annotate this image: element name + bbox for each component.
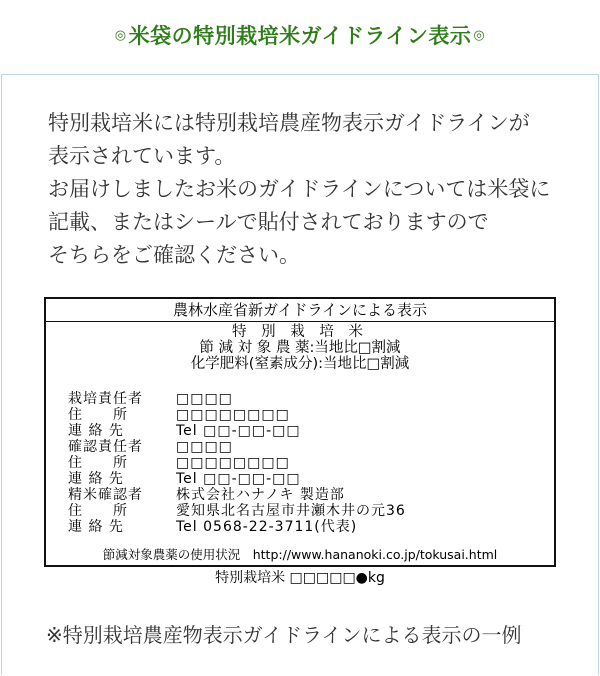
field-row [68,519,406,535]
page-title: 米袋の特別栽培米ガイドライン表示 [128,24,472,48]
field-key: 住 所 [68,503,128,519]
product-name: 特 別 栽 培 米 [232,324,368,340]
field-key: 住 所 [68,455,128,471]
field-key: 連 絡 先 [68,423,124,439]
pesticide-usage-link: 節減対象農薬の使用状況 http://www.hananoki.co.jp/tokusai.html [102,547,498,562]
field-key: 精米確認者 [68,487,143,503]
intro-text [48,107,568,272]
fertilizer-line: 化学肥料(窒素成分):当地比□割減 [190,356,410,372]
field-value: Tel □□-□□-□□ [176,471,301,487]
double-circle-icon: ◎ [114,27,127,43]
field-value: Tel 0568-22-3711(代表) [176,519,358,535]
responsible-party-list [68,391,406,535]
example-caption: ※特別栽培農産物表示ガイドラインによる表示の一例 [46,623,522,647]
field-value: □□□□ [176,439,233,455]
page-header [0,0,600,70]
field-key: 栽培責任者 [68,391,143,407]
field-row [68,503,406,519]
intro-line: 特別栽培米には特別栽培農産物表示ガイドラインが [48,111,530,135]
field-key: 連 絡 先 [68,519,124,535]
intro-line: そちらをご確認ください。 [48,243,300,267]
guideline-label-sample [44,297,556,567]
double-circle-icon: ◎ [473,27,486,43]
field-row [68,391,406,407]
field-key: 確認責任者 [68,439,143,455]
label-title: 農林水産省新ガイドラインによる表示 [46,299,554,322]
field-value: □□□□□□□□ [176,407,290,423]
field-row [68,471,406,487]
field-row [68,487,406,503]
field-value: □□□□ [176,391,233,407]
field-key: 住 所 [68,407,128,423]
field-value: □□□□□□□□ [176,455,290,471]
pesticide-line: 節 減 対 象 農 薬:当地比□割減 [199,340,401,356]
weight-line: 特別栽培米 □□□□□●kg [215,570,385,586]
field-row [68,439,406,455]
field-value: Tel □□-□□-□□ [176,423,301,439]
intro-line: 表示されています。 [48,144,236,168]
intro-line: 記載、またはシールで貼付されておりますので [48,210,489,234]
intro-line: お届けしましたお米のガイドラインについては米袋に [48,177,551,201]
field-row [68,423,406,439]
label-summary [46,324,554,372]
field-row [68,407,406,423]
field-key: 連 絡 先 [68,471,124,487]
field-value: 株式会社ハナノキ 製造部 [176,487,345,503]
content-panel [1,74,599,675]
field-value: 愛知県北名古屋市井瀬木井の元36 [176,503,406,519]
field-row [68,455,406,471]
